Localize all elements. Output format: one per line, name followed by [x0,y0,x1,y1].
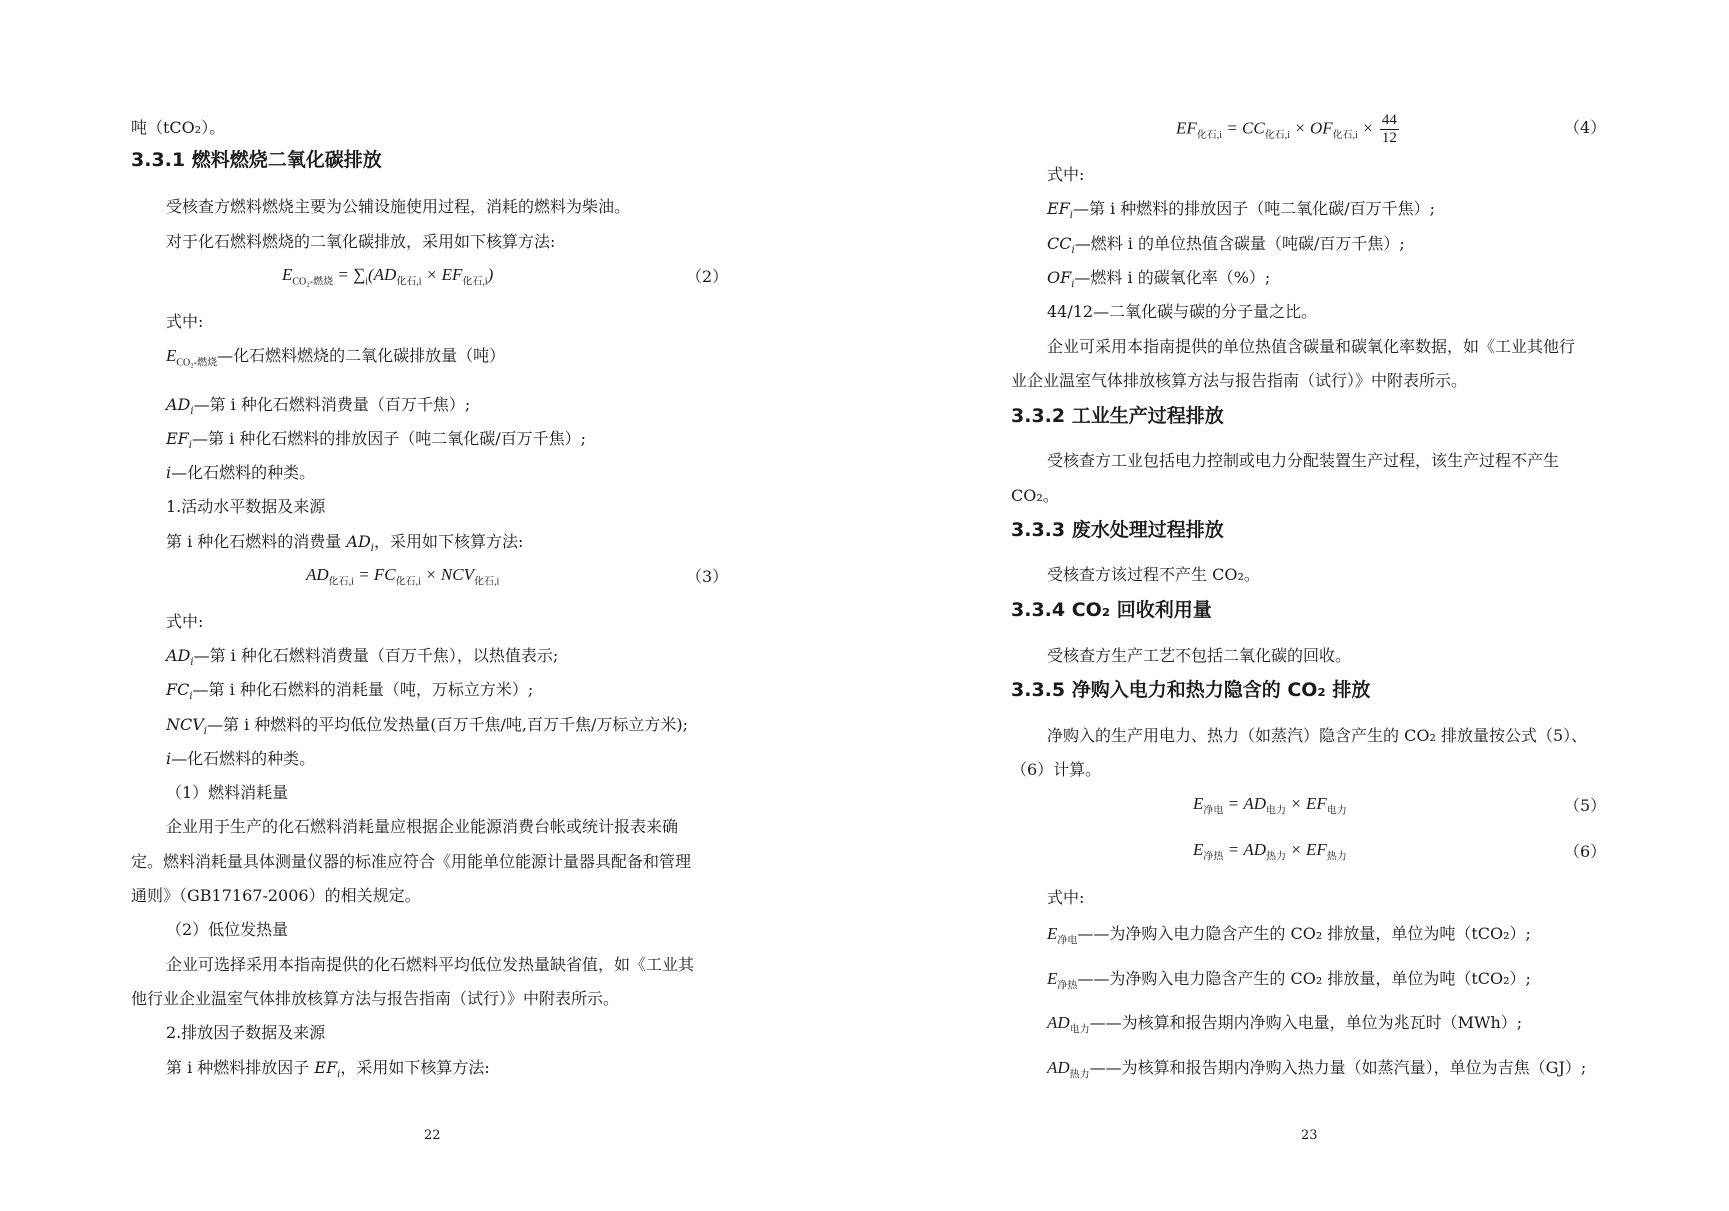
paragraph: 企业可选择采用本指南提供的化石燃料平均低位发热量缺省值，如《工业其 [166,955,695,974]
definition-line: 44/12—二氧化碳与碳的分子量之比。 [1047,302,1318,321]
paragraph: 受核查方燃料燃烧主要为公辅设施使用过程，消耗的燃料为柴油。 [166,197,631,216]
paragraph: 净购入的生产用电力、热力（如蒸汽）隐含产生的 CO₂ 排放量按公式（5）、 [1047,726,1588,745]
paragraph: 受核查方该过程不产生 CO₂。 [1047,565,1260,584]
heading-3-3-1: 3.3.1 燃料燃烧二氧化碳排放 [131,149,382,171]
paragraph: （6）计算。 [1011,760,1102,779]
paragraph: CO₂。 [1011,486,1059,505]
equation-5: $E_{净电} = AD_{电力} \times EF_{电力}$ [1193,794,1347,817]
definition-line: $EF_i—$第 i 种化石燃料的排放因子（吨二氧化碳/百万千焦）; [166,429,587,452]
subsection-title: （1）燃料消耗量 [166,783,289,802]
paragraph: 他行业企业温室气体排放核算方法与报告指南（试行）》中附表所示。 [131,989,620,1008]
equation-number: （2） [686,267,729,286]
page-number: 23 [1301,1128,1318,1143]
paragraph: 对于化石燃料燃烧的二氧化碳排放，采用如下核算方法: [166,232,556,251]
definition-line: $AD_{热力}——$为核算和报告期内净购入热力量（如蒸汽量），单位为吉焦（GJ）; [1047,1058,1587,1081]
heading-3-3-2: 3.3.2 工业生产过程排放 [1011,405,1224,427]
paragraph: 通则》（GB17167-2006）的相关规定。 [131,886,421,905]
definition-line: $E_{净电}——$为净购入电力隐含产生的 CO₂ 排放量，单位为吨（tCO₂）; [1047,924,1531,947]
heading-3-3-5: 3.3.5 净购入电力和热力隐含的 CO₂ 排放 [1011,679,1371,701]
definition-line: $FC_i—$第 i 种化石燃料的消耗量（吨，万标立方米）; [166,680,534,703]
paragraph: 受核查方生产工艺不包括二氧化碳的回收。 [1047,646,1352,665]
paragraph: 受核查方工业包括电力控制或电力分配装置生产过程，该生产过程不产生 [1047,451,1560,470]
equation-number: （5） [1564,796,1607,815]
subsection-title: （2）低位发热量 [166,920,289,939]
definition-line: $OF_i—$燃料 i 的碳氧化率（%）; [1047,268,1271,291]
subsection-title: 1.活动水平数据及来源 [166,497,326,516]
equation-number: （3） [686,567,729,586]
definition-line: $NCV_i—$第 i 种燃料的平均低位发热量(百万千焦/吨,百万千焦/万标立方米); [166,715,689,738]
shizhong-label: 式中: [1047,888,1085,907]
equation-number: （4） [1564,118,1607,137]
page-number: 22 [424,1128,441,1143]
equation-4: $EF_{化石,i} = CC_{化石,i} \times OF_{化石,i}$ × $\frac{44}{12}$ [1176,112,1397,146]
definition-line: $EF_i—$第 i 种燃料的排放因子（吨二氧化碳/百万千焦）; [1047,199,1436,222]
paragraph: 业企业温室气体排放核算方法与报告指南（试行）》中附表所示。 [1011,371,1468,390]
definition-line: i—化石燃料的种类。 [166,749,316,768]
equation-number: （6） [1564,842,1607,861]
definition-line: $AD_i—$第 i 种化石燃料消费量（百万千焦），以热值表示; [166,646,559,669]
shizhong-label: 式中: [1047,165,1085,184]
subsection-title: 2.排放因子数据及来源 [166,1023,326,1042]
page-22 [0,0,864,1211]
definition-line: i—化石燃料的种类。 [166,463,316,482]
equation-3: $AD_{化石,i} = FC_{化石,i} \times NCV_{化石,i}$ [306,565,500,588]
definition-line: $E_{CO_2-燃烧}—$化石燃料燃烧的二氧化碳排放量（吨） [166,346,506,369]
paragraph: 第 i 种燃料排放因子 $EF_i$，采用如下核算方法: [166,1058,490,1081]
paragraph: 第 i 种化石燃料的消费量 $AD_i$，采用如下核算方法: [166,532,524,555]
heading-3-3-3: 3.3.3 废水处理过程排放 [1011,519,1224,541]
equation-6: $E_{净热} = AD_{热力} \times EF_{热力}$ [1193,840,1347,863]
definition-line: $AD_i—$第 i 种化石燃料消费量（百万千焦）; [166,395,471,418]
definition-line: $CC_i—$燃料 i 的单位热值含碳量（吨碳/百万千焦）; [1047,234,1405,257]
definition-line: $E_{净热}——$为净购入电力隐含产生的 CO₂ 排放量，单位为吨（tCO₂）; [1047,969,1531,992]
definition-line: $AD_{电力}——$为核算和报告期内净购入电量，单位为兆瓦时（MWh）; [1047,1013,1523,1036]
shizhong-label: 式中: [166,612,204,631]
heading-3-3-4: 3.3.4 CO₂ 回收利用量 [1011,599,1212,621]
shizhong-label: 式中: [166,312,204,331]
page-23 [864,0,1729,1211]
equation-2: $E_{CO_2-燃烧} = \sum_i(AD_{化石,i} \times EF_{化石,i})$ [282,265,494,288]
paragraph: 企业用于生产的化石燃料消耗量应根据企业能源消费台帐或统计报表来确 [166,817,679,836]
paragraph: 企业可采用本指南提供的单位热值含碳量和碳氧化率数据，如《工业其他行 [1047,337,1576,356]
paragraph: 定。燃料消耗量具体测量仪器的标准应符合《用能单位能源计量器具配备和管理 [131,852,692,871]
continuation-line: 吨（tCO₂）。 [131,118,226,137]
